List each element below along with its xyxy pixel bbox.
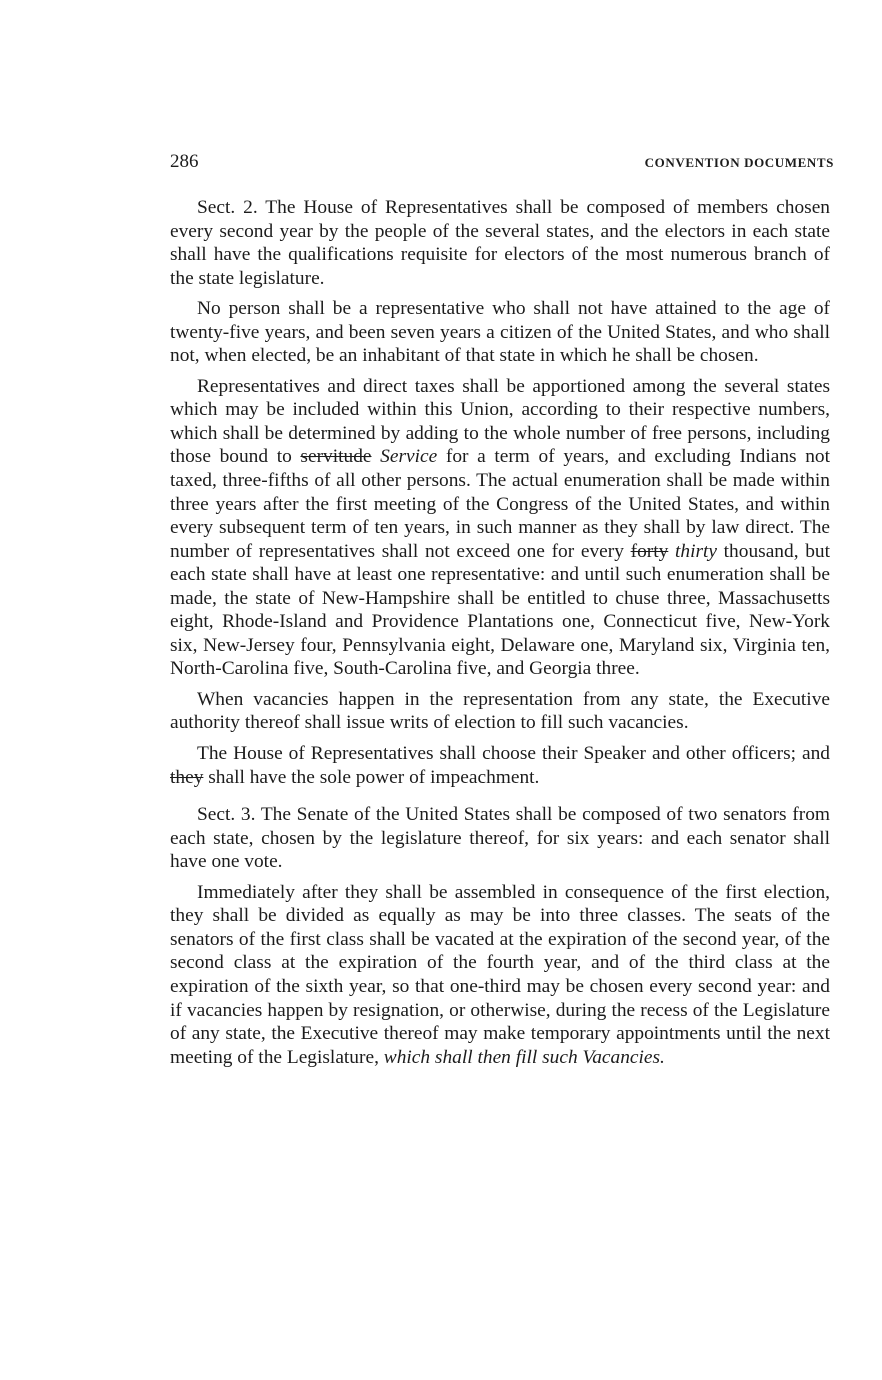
speaker-text-2: shall have the sole power of impeachment. (203, 766, 540, 788)
struck-word-forty: forty (630, 540, 669, 562)
qualifications-text: No person shall be a representative who shall not have attained to the age of twenty-five years, and been seven years a citizen of the United States, and who shall not, when elected, be an inhabitant of that state in which he shall be chosen. (170, 298, 830, 367)
senate-classes-paragraph (170, 881, 830, 1069)
sect-3-paragraph (170, 803, 830, 874)
speaker-text-1: The House of Representatives shall choose their Speaker and other officers; and (197, 743, 830, 765)
senate-classes-text: Immediately after they shall be assembled in consequence of the first election, they shall be divided as equally as may be into three classes. The seats of the senators of the first class shall be vacated at the expiration of the second year, of the second class at the expiration of the fourth year, and of the third class at the expiration of the sixth year, so that one-third may be chosen every second year: and if vacancies happen by resignation, or otherwise, during the recess of the Legislature of any state, the Executive thereof may make temporary appointments until the next meeting of the Legislature, (170, 881, 830, 1068)
sect-2-text: Sect. 2. The House of Representatives shall be composed of members chosen every second year by the people of the several states, and the electors in each state shall have the qualifications requisite for electors of the most numerous branch of the state legislature. (170, 197, 830, 289)
sect-2-paragraph (170, 196, 830, 290)
inserted-phrase-vacancies: which shall then fill such Vacancies. (383, 1046, 665, 1068)
apportionment-text-1: Representatives and direct taxes shall be apportioned among the several states which may be included within this Union, according to their respective numbers, which shall be determined by adding to the whole number of free persons, including those bound to (170, 375, 830, 468)
running-head: CONVENTION DOCUMENTS (644, 155, 834, 170)
page-header (170, 151, 834, 177)
apportionment-paragraph (170, 375, 830, 681)
apportionment-text-2: for a term of years, and excluding Indians not taxed, three-fifths of all other persons. The actual enumeration shall be made within three years after the first meeting of the Congress of the United States, and within every subsequent term of ten years, in such manner as they shall by law direct. The number of representatives shall not exceed one for every (170, 446, 830, 562)
vacancies-paragraph (170, 688, 830, 735)
document-body (170, 196, 830, 1069)
inserted-word-thirty: thirty (674, 540, 717, 562)
struck-word-they: they (170, 766, 204, 788)
vacancies-text: When vacancies happen in the representation from any state, the Executive authority thereof shall issue writs of election to fill such vacancies. (170, 688, 830, 734)
page-number: 286 (170, 151, 199, 172)
sect-3-text: Sect. 3. The Senate of the United States shall be composed of two senators from each state, chosen by the legislature thereof, for six years: and each senator shall have one vote. (170, 804, 830, 873)
inserted-word-service: Service (380, 446, 438, 468)
representative-qualifications-paragraph (170, 297, 830, 368)
apportionment-text-3: thousand, but each state shall have at least one representative: and until such enumeration shall be made, the state of New-Hampshire shall be entitled to chuse three, Massachusetts eight, Rhode-Island and Providence Plantations one, Connecticut five, New-York six, New-Jersey four, Pennsylvania eight, Delaware one, Maryland six, Virginia ten, North-Carolina five, South-Carolina five, and Georgia three. (170, 540, 830, 680)
struck-word-servitude: servitude (300, 446, 372, 468)
speaker-paragraph (170, 742, 830, 789)
